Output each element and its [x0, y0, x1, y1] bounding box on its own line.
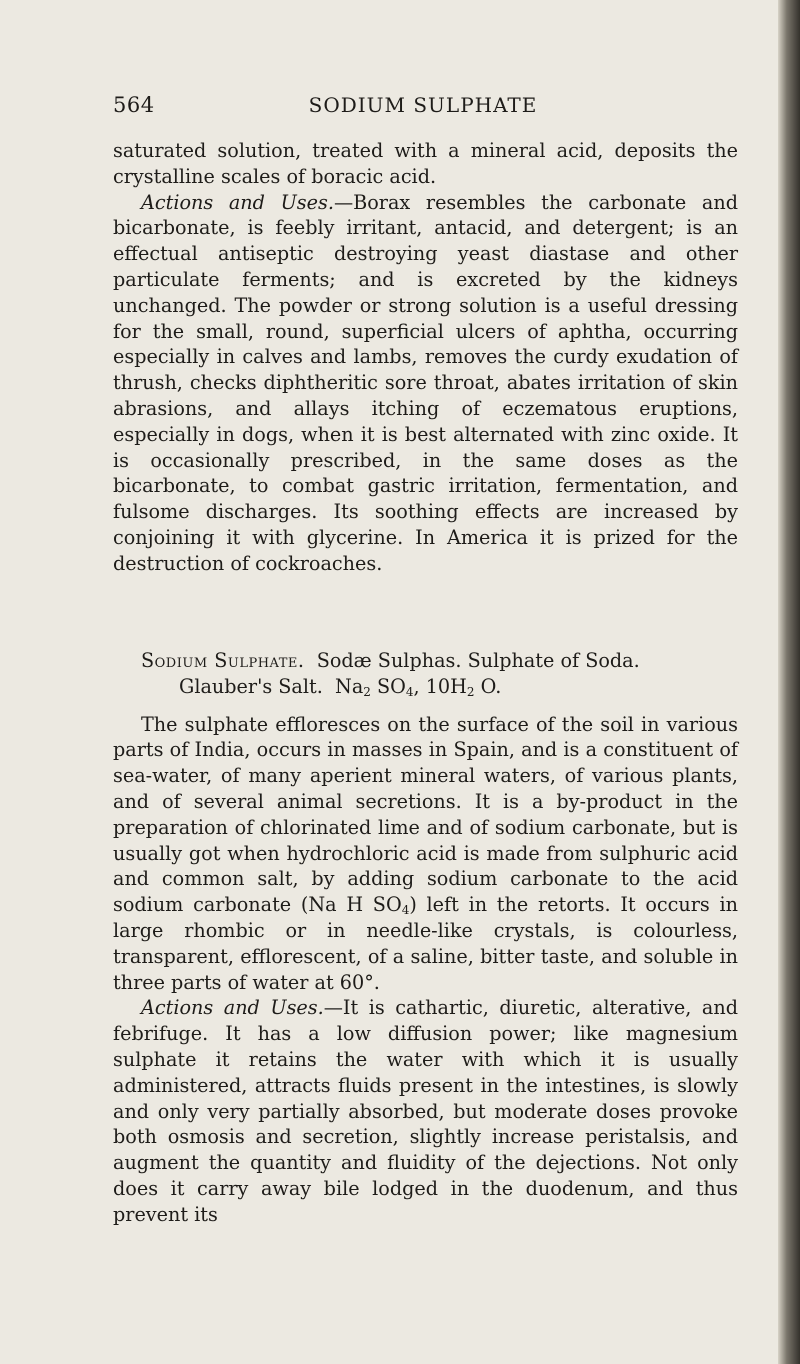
running-head — [113, 93, 733, 123]
formula-o: O. — [480, 674, 502, 698]
sodium-sulphate-description — [113, 712, 738, 996]
formula-h: , 10H — [413, 674, 467, 698]
sodium-sulphate-actions-paragraph — [113, 995, 738, 1227]
section-heading — [113, 648, 738, 674]
formula-na-sub: 2 — [363, 684, 371, 699]
borax-paragraph-continued: saturated solution, treated with a mineral acid, deposits the crystalline scales of boracic acid. — [113, 139, 738, 188]
sodium-sulphate-section — [113, 648, 738, 1228]
formula-h-sub: 2 — [466, 684, 475, 699]
section-synonyms: Sodæ Sulphas. Sulphate of Soda. — [316, 649, 640, 672]
page-number: 564 — [113, 93, 155, 117]
formula-na: Na — [335, 674, 364, 698]
description-text-1: The sulphate effloresces on the surface of the soil in various parts of India, occurs in masses in Spain, and is a constituent of sea-water, of many aperient mineral waters, of various plants, and of several animal secretions. It is a by-product in the preparation of chlorinated lime and of sodium carbonate, but is usually got when hydrochloric acid is made from sulphuric acid and common salt, by adding sodium carbonate to the acid sodium carbonate (Na H SO — [113, 712, 738, 917]
sodium-sulphate-actions-text: —It is cathartic, diuretic, alterative, and febrifuge. It has a low diffusion power; like magnesium sulphate it retains the water with which it is usually administered, attracts fluids present in the intestines, is slowly and only very partially absorbed, but moderate doses provoke both osmosis and secretion, slightly increase peristalsis, and augment the quantity and fluidity of the dejections. Not only does it carry away bile lodged in the duodenum, and thus prevent its — [113, 996, 738, 1226]
borax-actions-text: —Borax resembles the carbonate and bicarbonate, is feebly irritant, antacid, and detergent; is an effectual antiseptic destroying yeast diastase and other particulate ferments; and is excreted by the kidneys unchanged. The powder or strong solution is a useful dressing for the small, round, superficial ulcers of aphtha, occurring especially in calves and lambs, removes the curdy exudation of thrush, checks diphtheritic sore throat, abates irritation of skin abrasions, and allays itching of eczematous eruptions, especially in dogs, when it is best alternated with zinc oxide. It is occasionally prescribed, in the same doses as the bicarbonate, to combat gastric irritation, fermentation, and fulsome discharges. Its soothing effects are increased by conjoining it with glycerine. In America it is prized for the destruction of cockroaches. — [113, 190, 738, 575]
borax-section — [113, 138, 738, 577]
description-sub: 4 — [401, 903, 410, 918]
description-text-2: ) left in the retorts. It occurs in large rhombic or in needle-like crystals, is colourless, transparent, efflorescent, of a saline, bitter taste, and soluble in three parts of water at 60°. — [113, 893, 738, 994]
section-synonym-glauber: Glauber's Salt. — [179, 674, 323, 698]
section-heading-title: Sodium Sulphate. — [141, 649, 305, 672]
borax-actions-paragraph — [113, 190, 738, 577]
running-title: SODIUM SULPHATE — [308, 93, 538, 117]
formula-so: SO — [377, 674, 406, 698]
actions-uses-label-2: Actions and Uses. — [141, 996, 324, 1020]
actions-uses-label: Actions and Uses. — [141, 190, 334, 214]
formula-so-sub: 4 — [405, 684, 414, 699]
page-edge-shadow — [778, 0, 800, 1364]
section-heading-formula — [113, 674, 738, 700]
